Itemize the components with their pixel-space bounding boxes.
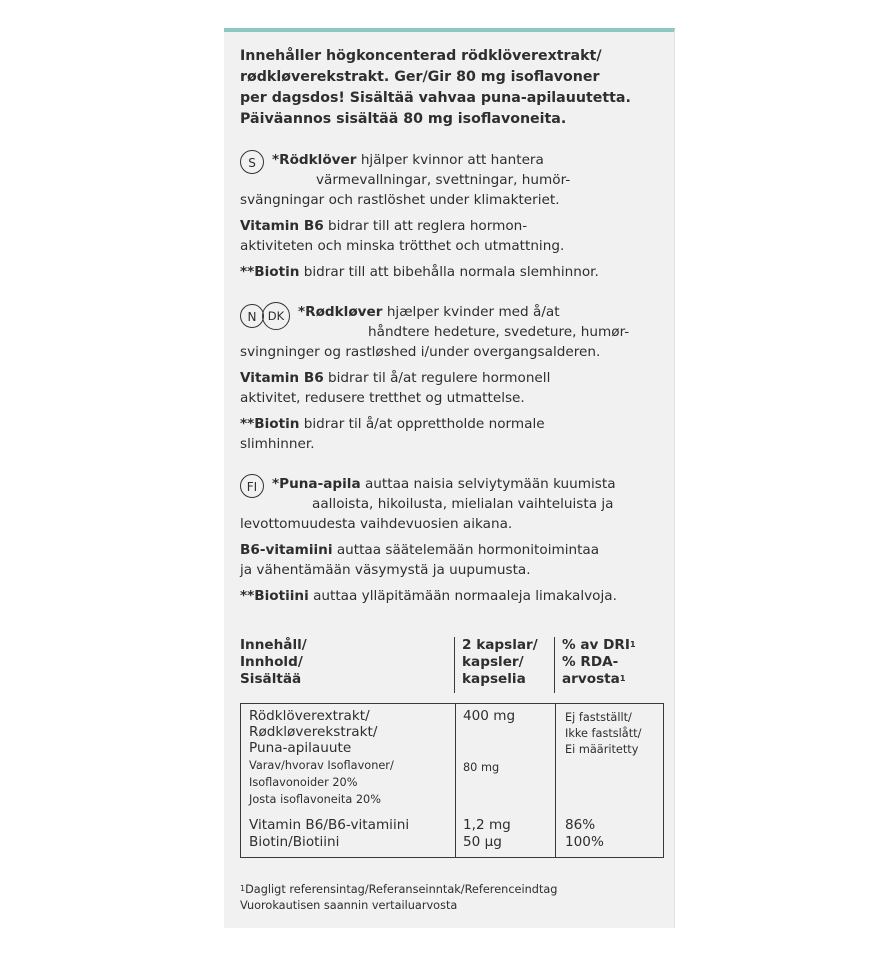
- nodk-biotin-bold: **Biotin: [240, 416, 300, 432]
- header-text: arvosta: [562, 671, 620, 687]
- amount-value: 1,2 mg: [463, 817, 511, 833]
- claim-text: bidrar til å/at regulere hormonell: [328, 370, 551, 386]
- claim-text: bidrar till att bibehålla normala slemhinnor.: [303, 264, 599, 280]
- finland-badge-icon: FI: [240, 474, 264, 498]
- claim-text: ja vähentämään väsymystä ja uupumusta.: [240, 562, 531, 578]
- amount-value: 80 mg: [463, 761, 500, 774]
- header-amount: [462, 637, 538, 688]
- header-content: [240, 637, 307, 688]
- intro-line: per dagsdos! Sisältää vahvaa puna-apilauutetta.: [240, 90, 631, 106]
- se-redclover-bold: *Rödklöver: [272, 152, 357, 168]
- header-text: kapsler/: [462, 654, 524, 670]
- table-body: [240, 703, 664, 858]
- nodk-redclover-bold: *Rødkløver: [298, 304, 383, 320]
- column-divider: [554, 637, 555, 693]
- claim-text: hjælper kvinder med å/at: [386, 304, 560, 320]
- ingredient-name: Rødkløverekstrakt/: [249, 724, 378, 740]
- fi-b6-claim: [240, 540, 665, 580]
- footnote: [240, 882, 557, 914]
- column-divider: [555, 704, 556, 857]
- claim-text: auttaa säätelemään hormonitoimintaa: [336, 542, 600, 558]
- claim-text: bidrar til å/at opprettholde normale: [303, 416, 545, 432]
- nodk-redclover-claim: [240, 302, 665, 362]
- intro-line: rødkløverekstrakt. Ger/Gir 80 mg isoflavoner: [240, 69, 600, 85]
- claim-text: hjälper kvinnor att hantera: [360, 152, 544, 168]
- dri-value: Ei määritetty: [565, 743, 639, 756]
- fi-biotin-bold: **Biotiini: [240, 588, 309, 604]
- header-text: Sisältää: [240, 671, 302, 687]
- ingredient-name: Puna-apilauute: [249, 740, 352, 756]
- section-norwegian-danish: [240, 302, 665, 454]
- column-divider: [455, 704, 456, 857]
- nutrition-table: [240, 637, 665, 850]
- ingredient-name: Rödklöverextrakt/: [249, 708, 370, 724]
- fi-redclover-claim: [240, 474, 665, 534]
- claim-text: slimhinner.: [240, 436, 315, 452]
- se-b6-claim: [240, 216, 665, 256]
- section-swedish: [240, 150, 665, 282]
- claim-text: värmevallningar, svettningar, humör-: [316, 172, 571, 188]
- amount-value: 400 mg: [463, 708, 516, 724]
- amount-value: 50 µg: [463, 834, 502, 850]
- header-text: % RDA-: [562, 654, 619, 670]
- se-b6-bold: Vitamin B6: [240, 218, 324, 234]
- claim-text: svingninger og rastløshed i/under overgangsalderen.: [240, 344, 601, 360]
- dri-value: Ikke fastslått/: [565, 727, 642, 740]
- fi-biotin-claim: [240, 586, 665, 606]
- label-panel: [224, 28, 675, 928]
- label-content: [240, 46, 665, 612]
- claim-text: håndtere hedeture, svedeture, humør-: [368, 324, 630, 340]
- nodk-b6-bold: Vitamin B6: [240, 370, 324, 386]
- norway-badge-icon: N: [240, 304, 264, 328]
- footnote-text: Vuorokautisen saannin vertailuarvosta: [240, 899, 458, 912]
- footnote-marker: 1: [619, 674, 626, 683]
- dri-value: 100%: [565, 834, 604, 850]
- claim-text: aalloista, hikoilusta, mielialan vaihteluista ja: [312, 496, 614, 512]
- intro-text: [240, 46, 665, 130]
- ingredient-name: Biotin/Biotiini: [249, 834, 340, 850]
- header-text: kapselia: [462, 671, 526, 687]
- fi-b6-bold: B6-vitamiini: [240, 542, 333, 558]
- ingredient-subname: Isoflavonoider 20%: [249, 776, 358, 789]
- se-redclover-claim: [240, 150, 665, 210]
- header-text: % av DRI: [562, 637, 630, 653]
- sweden-badge-icon: S: [240, 150, 264, 174]
- header-text: Innhold/: [240, 654, 303, 670]
- header-text: 2 kapslar/: [462, 637, 538, 653]
- ingredient-subname: Josta isoflavoneita 20%: [249, 793, 381, 806]
- ingredient-name: Vitamin B6/B6-vitamiini: [249, 817, 410, 833]
- denmark-badge-icon: DK: [262, 302, 290, 330]
- claim-text: auttaa naisia selviytymään kuumista: [364, 476, 616, 492]
- claim-text: aktivitet, redusere tretthet og utmattelse.: [240, 390, 525, 406]
- claim-text: levottomuudesta vaihdevuosien aikana.: [240, 516, 513, 532]
- ingredient-subname: Varav/hvorav Isoflavoner/: [249, 759, 394, 772]
- dri-value: 86%: [565, 817, 596, 833]
- nodk-biotin-claim: [240, 414, 665, 454]
- fi-redclover-bold: *Puna-apila: [272, 476, 361, 492]
- section-finnish: [240, 474, 665, 606]
- table-header: [240, 637, 665, 695]
- footnote-marker: 1: [240, 884, 246, 893]
- header-dri: [562, 637, 636, 688]
- nodk-b6-claim: [240, 368, 665, 408]
- footnote-text: Dagligt referensintag/Referanseinntak/Referenceindtag: [245, 883, 558, 896]
- footnote-marker: 1: [629, 640, 636, 649]
- claim-text: aktiviteten och minska trötthet och utmattning.: [240, 238, 565, 254]
- intro-line: Innehåller högkoncenterad rödklöverextrakt/: [240, 48, 602, 64]
- column-divider: [454, 637, 455, 693]
- se-biotin-claim: [240, 262, 665, 282]
- dri-value: Ej fastställt/: [565, 711, 632, 724]
- claim-text: bidrar till att reglera hormon-: [328, 218, 528, 234]
- se-biotin-bold: **Biotin: [240, 264, 300, 280]
- claim-text: auttaa ylläpitämään normaaleja limakalvoja.: [313, 588, 617, 604]
- header-text: Innehåll/: [240, 637, 307, 653]
- intro-line: Päiväannos sisältää 80 mg isoflavoneita.: [240, 111, 567, 127]
- claim-text: svängningar och rastlöshet under klimakteriet.: [240, 192, 560, 208]
